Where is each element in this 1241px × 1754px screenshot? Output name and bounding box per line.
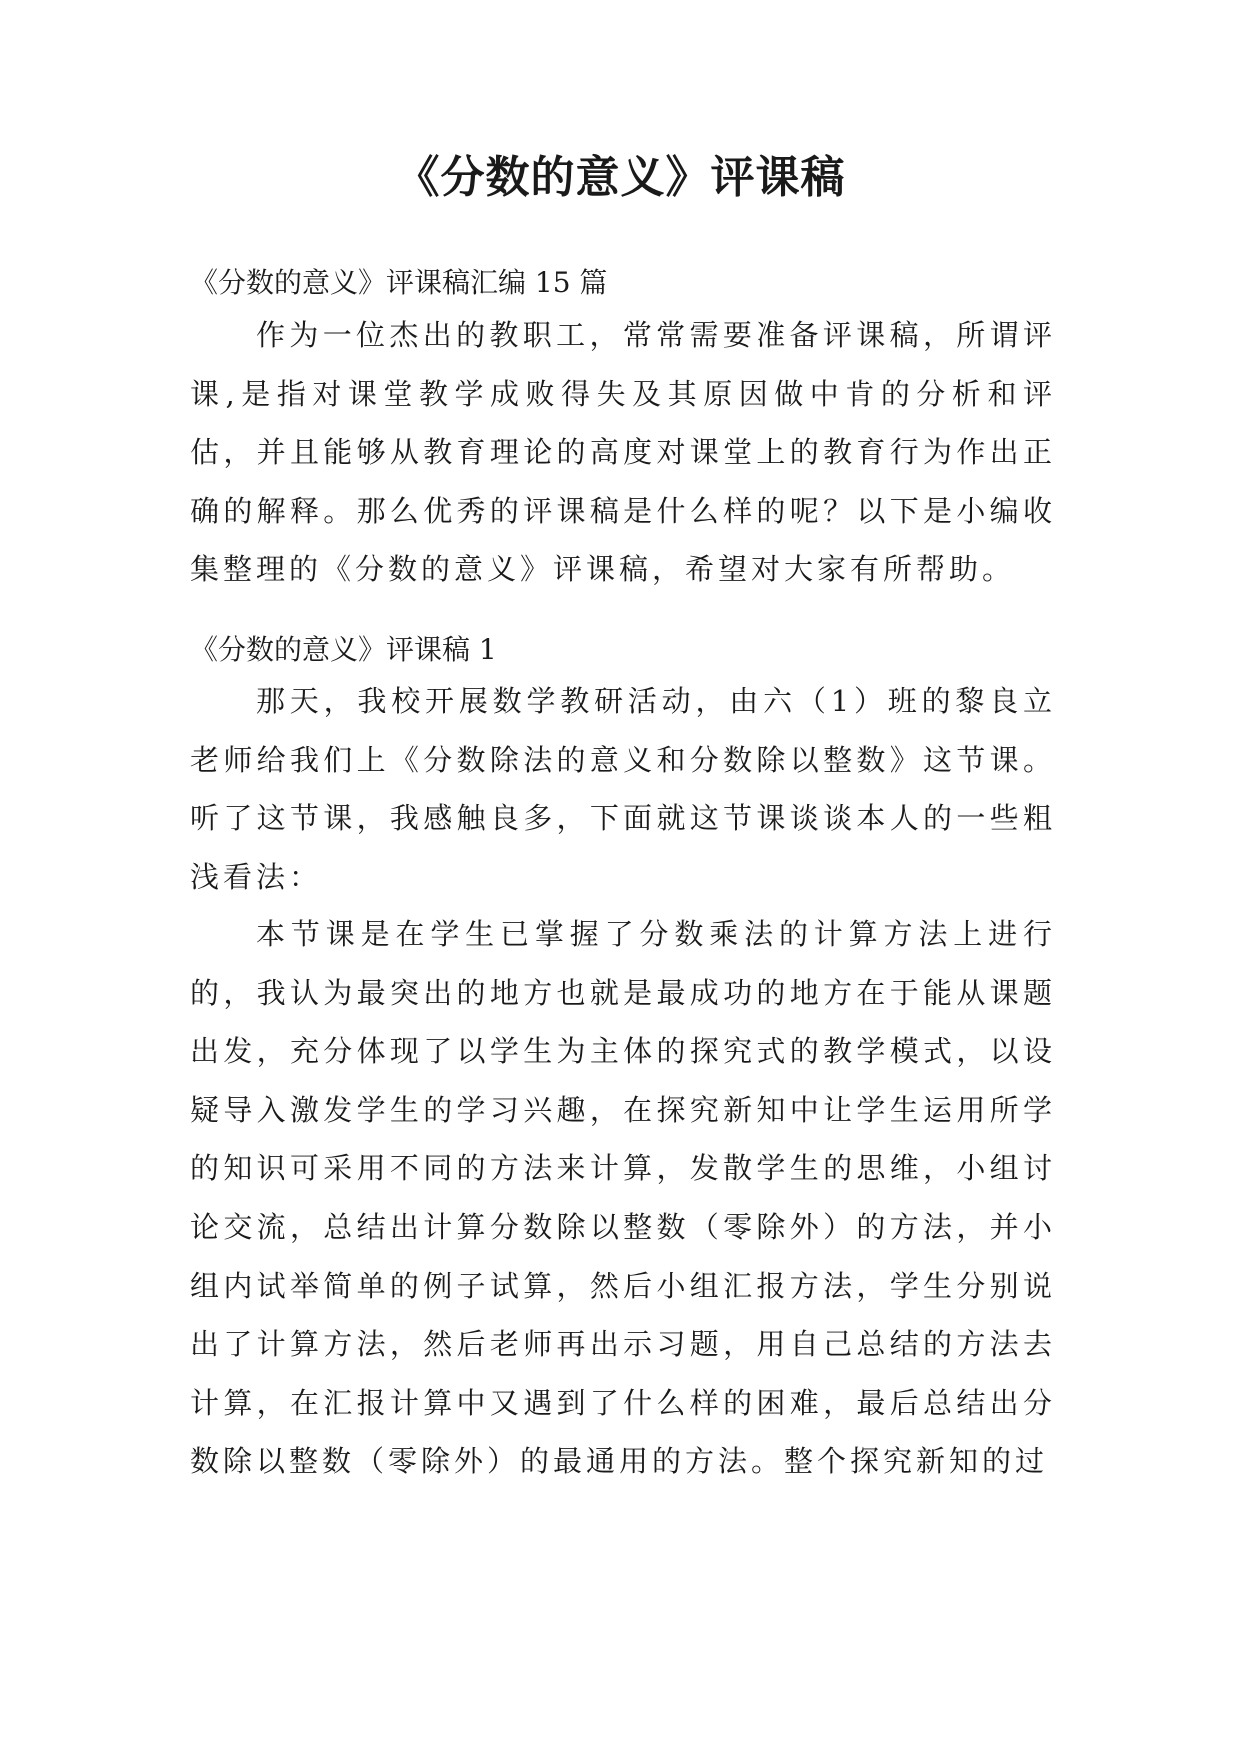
- section-paragraph-1: 那天，我校开展数学教研活动，由六（1）班的黎良立老师给我们上《分数除法的意义和分数除以整数》这节课。听了这节课，我感触良多，下面就这节课谈谈本人的一些粗浅看法：: [190, 684, 1056, 894]
- section-heading: 《分数的意义》评课稿 1: [190, 633, 497, 666]
- intro-paragraph: 作为一位杰出的教职工，常常需要准备评课稿，所谓评课,是指对课堂教学成败得失及其原因做中肯的分析和评估，并且能够从教育理论的高度对课堂上的教育行为作出正确的解释。那么优秀的评课稿是什么样的呢？以下是小编收集整理的《分数的意义》评课稿，希望对大家有所帮助。: [190, 318, 1056, 587]
- section-paragraph-2: 本节课是在学生已掌握了分数乘法的计算方法上进行的，我认为最突出的地方也就是最成功的地方在于能从课题出发，充分体现了以学生为主体的探究式的教学模式，以设疑导入激发学生的学习兴趣，在探究新知中让学生运用所学的知识可采用不同的方法来计算，发散学生的思维，小组讨论交流，总结出计算分数除以整数（零除外）的方法，并小组内试举简单的例子试算，然后小组汇报方法，学生分别说出了计算方法，然后老师再出示习题，用自己总结的方法去计算，在汇报计算中又遇到了什么样的困难，最后总结出分数除以整数（零除外）的最通用的方法。整个探究新知的过: [190, 917, 1056, 1479]
- document-subtitle: 《分数的意义》评课稿汇编 15 篇: [190, 266, 608, 299]
- document-title: 《分数的意义》评课稿: [395, 152, 846, 203]
